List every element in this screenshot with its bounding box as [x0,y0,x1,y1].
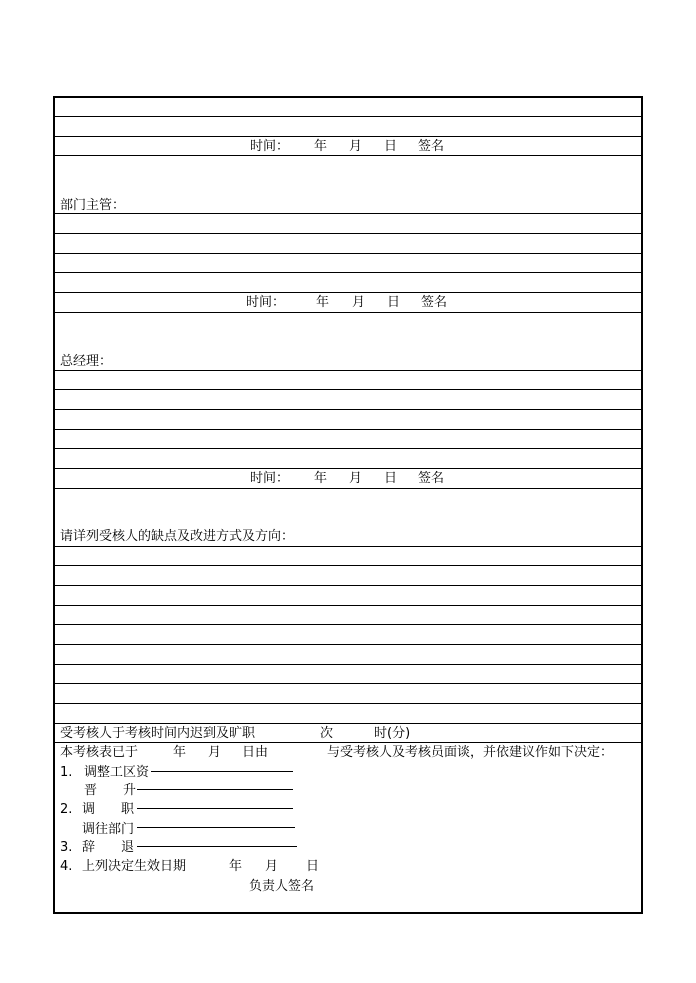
item4-year: 年 [229,859,243,874]
row-divider [55,644,641,645]
row-divider [55,429,641,430]
row-divider [55,370,641,371]
row-divider [55,468,641,469]
row-divider [55,213,641,214]
item1-label: 调整工区资 [84,765,150,780]
row-divider [55,409,641,410]
sign-label: 签名 [421,295,448,310]
row-divider [55,683,641,684]
shortcomings-label: 请详列受核人的缺点及改进方式及方向： [60,529,295,544]
item1-number: 1. [60,765,73,780]
row-divider [55,116,641,117]
row-divider [55,723,641,724]
item4-day: 日 [306,859,320,874]
decision-intro: 本考核表已于 [60,745,139,760]
evaluation-form [53,96,643,914]
day-label: 日 [387,295,401,310]
item2b-blank [137,827,295,828]
attendance-text: 受考核人于考核时间内迟到及旷职 [60,726,256,741]
row-divider [55,253,641,254]
item3-label: 辞 退 [82,840,135,855]
item3-number: 3. [60,840,73,855]
decision-year: 年 [173,745,187,760]
row-divider [55,312,641,313]
row-divider [55,664,641,665]
item4-number: 4. [60,859,73,874]
year-label: 年 [314,471,328,486]
row-divider [55,272,641,273]
row-divider [55,565,641,566]
year-label: 年 [316,295,330,310]
time-label: 时间： [250,471,290,486]
item1-blank [151,771,293,772]
row-divider [55,233,641,234]
row-divider [55,624,641,625]
item1b-blank [137,789,293,790]
item3-blank [137,846,297,847]
responsible-sign-label: 负责人签名 [249,879,315,894]
year-label: 年 [314,139,328,154]
item2-label: 调 职 [82,802,135,817]
row-divider [55,292,641,293]
row-divider [55,546,641,547]
item4-month: 月 [265,859,279,874]
row-divider [55,703,641,704]
day-label: 日 [384,471,398,486]
row-divider [55,155,641,156]
row-divider [55,488,641,489]
decision-month: 月 [208,745,222,760]
day-label: 日 [384,139,398,154]
item2b-label: 调往部门 [82,822,135,837]
item4-label: 上列决定生效日期 [82,859,187,874]
general-manager-label: 总经理： [60,354,113,369]
time-label: 时间： [250,139,290,154]
hours-unit: 时(分) [374,726,411,741]
month-label: 月 [349,471,363,486]
row-divider [55,742,641,743]
times-unit: 次 [320,726,334,741]
row-divider [55,448,641,449]
time-label: 时间： [246,295,286,310]
row-divider [55,585,641,586]
decision-day-reason: 日由 [242,745,269,760]
item2-blank [137,808,293,809]
month-label: 月 [352,295,366,310]
item1b-label: 晋 升 [84,783,137,798]
item2-number: 2. [60,802,73,817]
dept-manager-label: 部门主管： [60,198,126,213]
row-divider [55,605,641,606]
month-label: 月 [349,139,363,154]
row-divider [55,389,641,390]
sign-label: 签名 [418,139,445,154]
sign-label: 签名 [418,471,445,486]
decision-interview: 与受考核人及考核员面谈，并依建议作如下决定： [327,745,614,760]
row-divider [55,136,641,137]
